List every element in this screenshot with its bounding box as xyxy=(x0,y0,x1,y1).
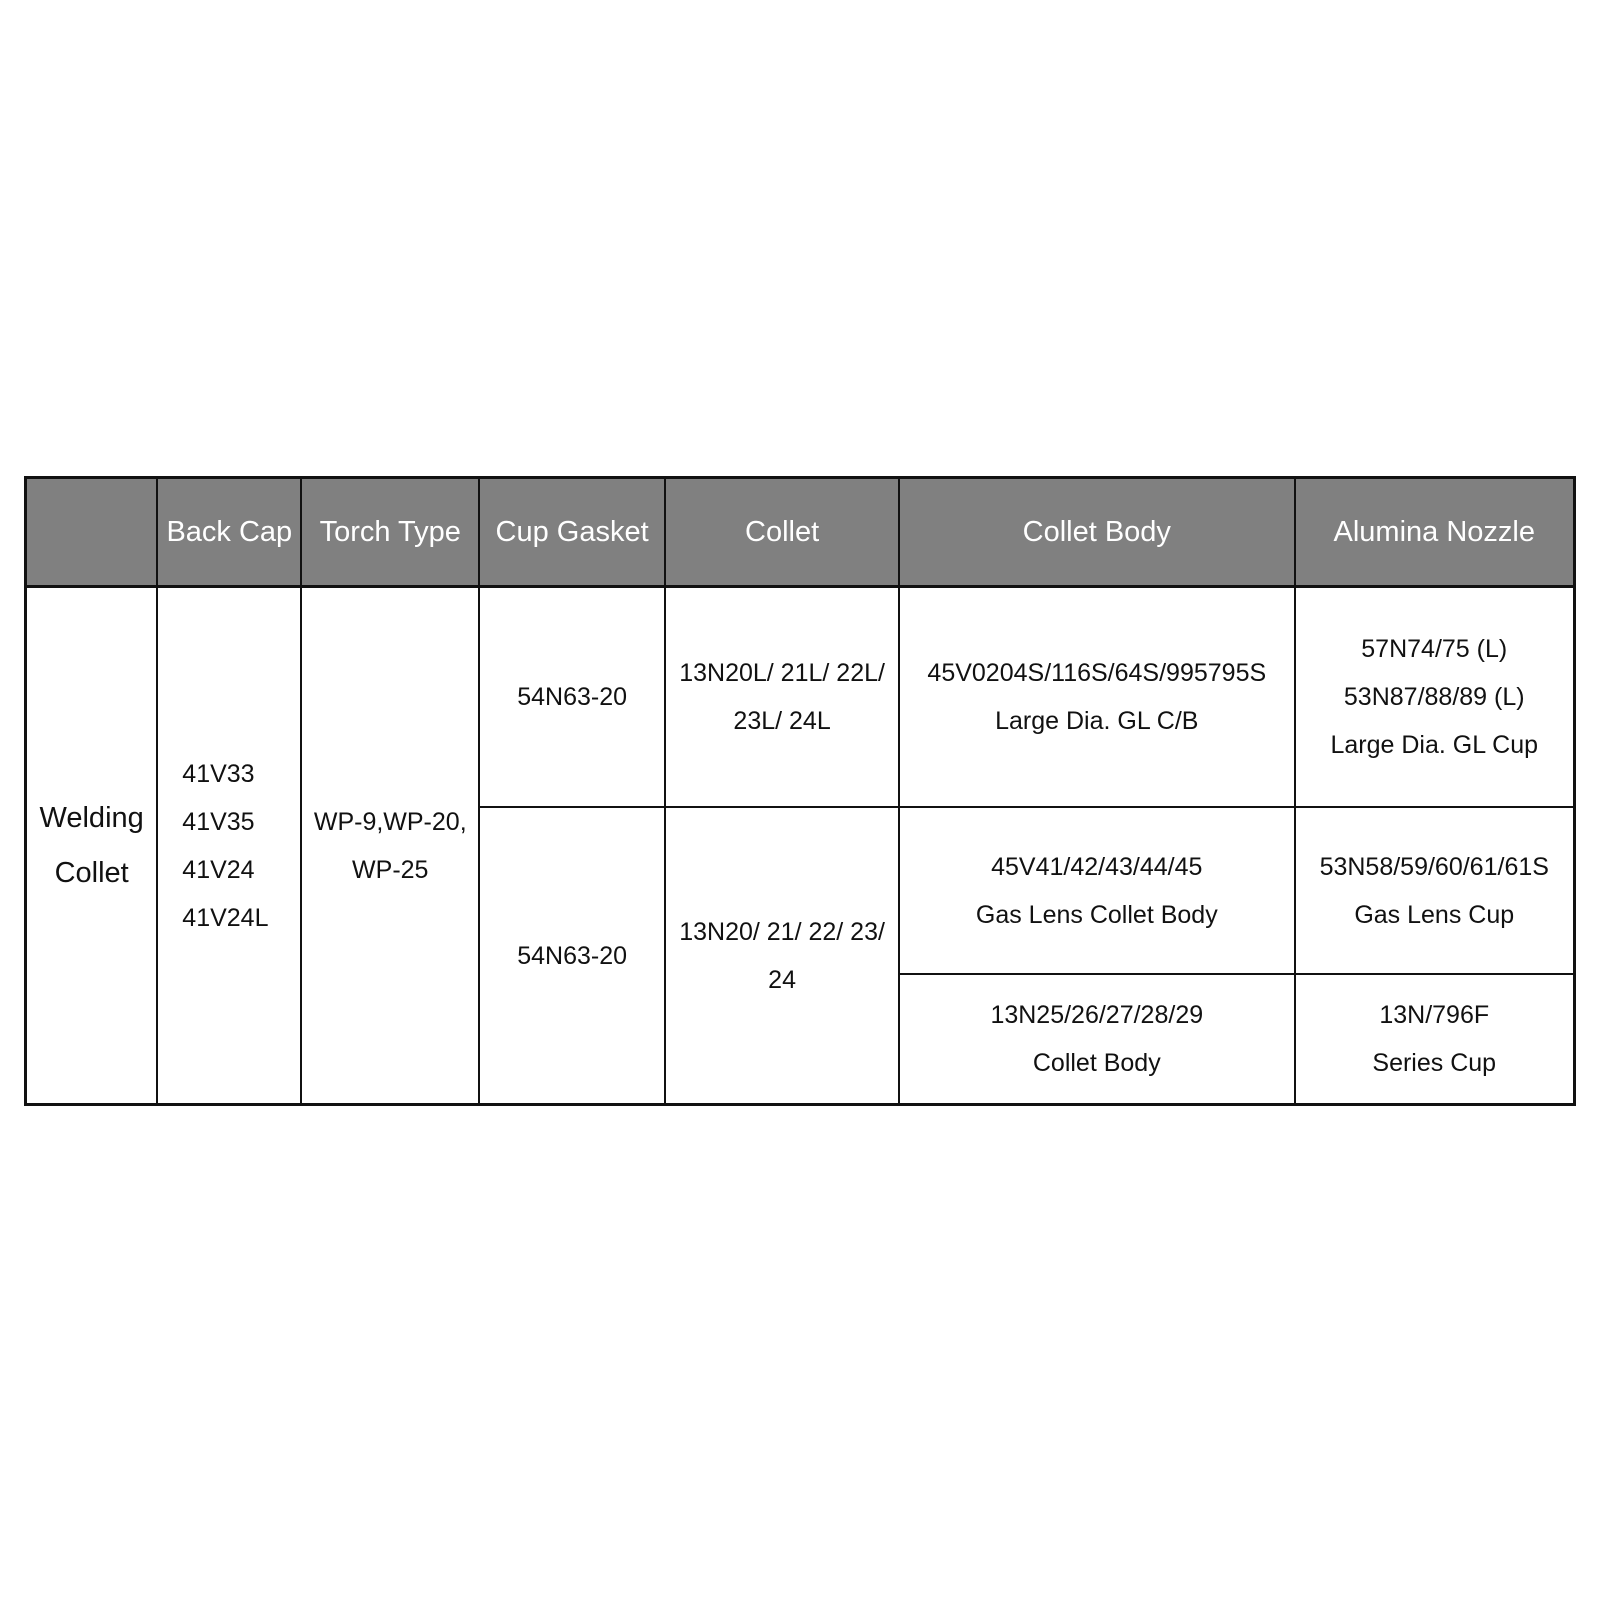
table-row xyxy=(26,587,1575,808)
row-label-line: Collet xyxy=(54,856,129,889)
alumina-nozzle-line: Gas Lens Cup xyxy=(1354,900,1515,929)
collet-cell xyxy=(665,807,899,1104)
collet-cell xyxy=(665,587,899,808)
header-row xyxy=(26,478,1575,587)
collet-line: 23L/ 24L xyxy=(733,707,831,736)
cup-gasket-value: 54N63-20 xyxy=(517,683,628,712)
collet-line: 13N20L/ 21L/ 22L/ xyxy=(679,659,885,688)
header-collet: Collet xyxy=(665,478,899,587)
back-cap-item: 41V24 xyxy=(182,855,255,884)
collet-body-line: Gas Lens Collet Body xyxy=(975,900,1218,929)
torch-type-cell xyxy=(301,587,479,1105)
collet-body-cell xyxy=(899,974,1294,1105)
collet-line: 13N20/ 21/ 22/ 23/ xyxy=(679,917,885,946)
alumina-nozzle-line: Series Cup xyxy=(1372,1048,1497,1077)
back-cap-item: 41V24L xyxy=(182,903,269,932)
torch-type-line: WP-25 xyxy=(352,855,429,884)
torch-type-line: WP-9,WP-20, xyxy=(313,807,467,836)
cup-gasket-cell xyxy=(479,587,665,808)
alumina-nozzle-line: 53N58/59/60/61/61S xyxy=(1319,852,1549,881)
collet-body-line: 13N25/26/27/28/29 xyxy=(990,1000,1204,1029)
alumina-nozzle-line: 53N87/88/89 (L) xyxy=(1343,683,1525,712)
collet-body-cell xyxy=(899,807,1294,974)
header-cup-gasket: Cup Gasket xyxy=(479,478,665,587)
collet-body-line: Large Dia. GL C/B xyxy=(995,707,1199,736)
back-cap-item: 41V35 xyxy=(182,807,255,836)
collet-body-line: Collet Body xyxy=(1032,1048,1161,1077)
alumina-nozzle-line: 57N74/75 (L) xyxy=(1361,635,1508,664)
header-collet-body: Collet Body xyxy=(899,478,1294,587)
collet-body-cell xyxy=(899,587,1294,808)
header-back-cap: Back Cap xyxy=(157,478,301,587)
header-empty xyxy=(26,478,158,587)
cup-gasket-value: 54N63-20 xyxy=(517,941,628,970)
alumina-nozzle-cell xyxy=(1295,587,1575,808)
alumina-nozzle-line: 13N/796F xyxy=(1379,1000,1490,1029)
back-cap-cell xyxy=(157,587,301,1105)
alumina-nozzle-line: Large Dia. GL Cup xyxy=(1330,731,1539,760)
row-label-line: Welding xyxy=(39,801,144,834)
parts-compatibility-table xyxy=(24,476,1576,1106)
alumina-nozzle-cell xyxy=(1295,974,1575,1105)
header-alumina-nozzle: Alumina Nozzle xyxy=(1295,478,1575,587)
back-cap-item: 41V33 xyxy=(182,759,255,788)
header-torch-type: Torch Type xyxy=(301,478,479,587)
collet-body-line: 45V0204S/116S/64S/995795S xyxy=(927,659,1267,688)
alumina-nozzle-cell xyxy=(1295,807,1575,974)
collet-body-line: 45V41/42/43/44/45 xyxy=(991,852,1203,881)
row-label-cell xyxy=(26,587,158,1105)
cup-gasket-cell xyxy=(479,807,665,1104)
collet-line: 24 xyxy=(768,965,796,994)
